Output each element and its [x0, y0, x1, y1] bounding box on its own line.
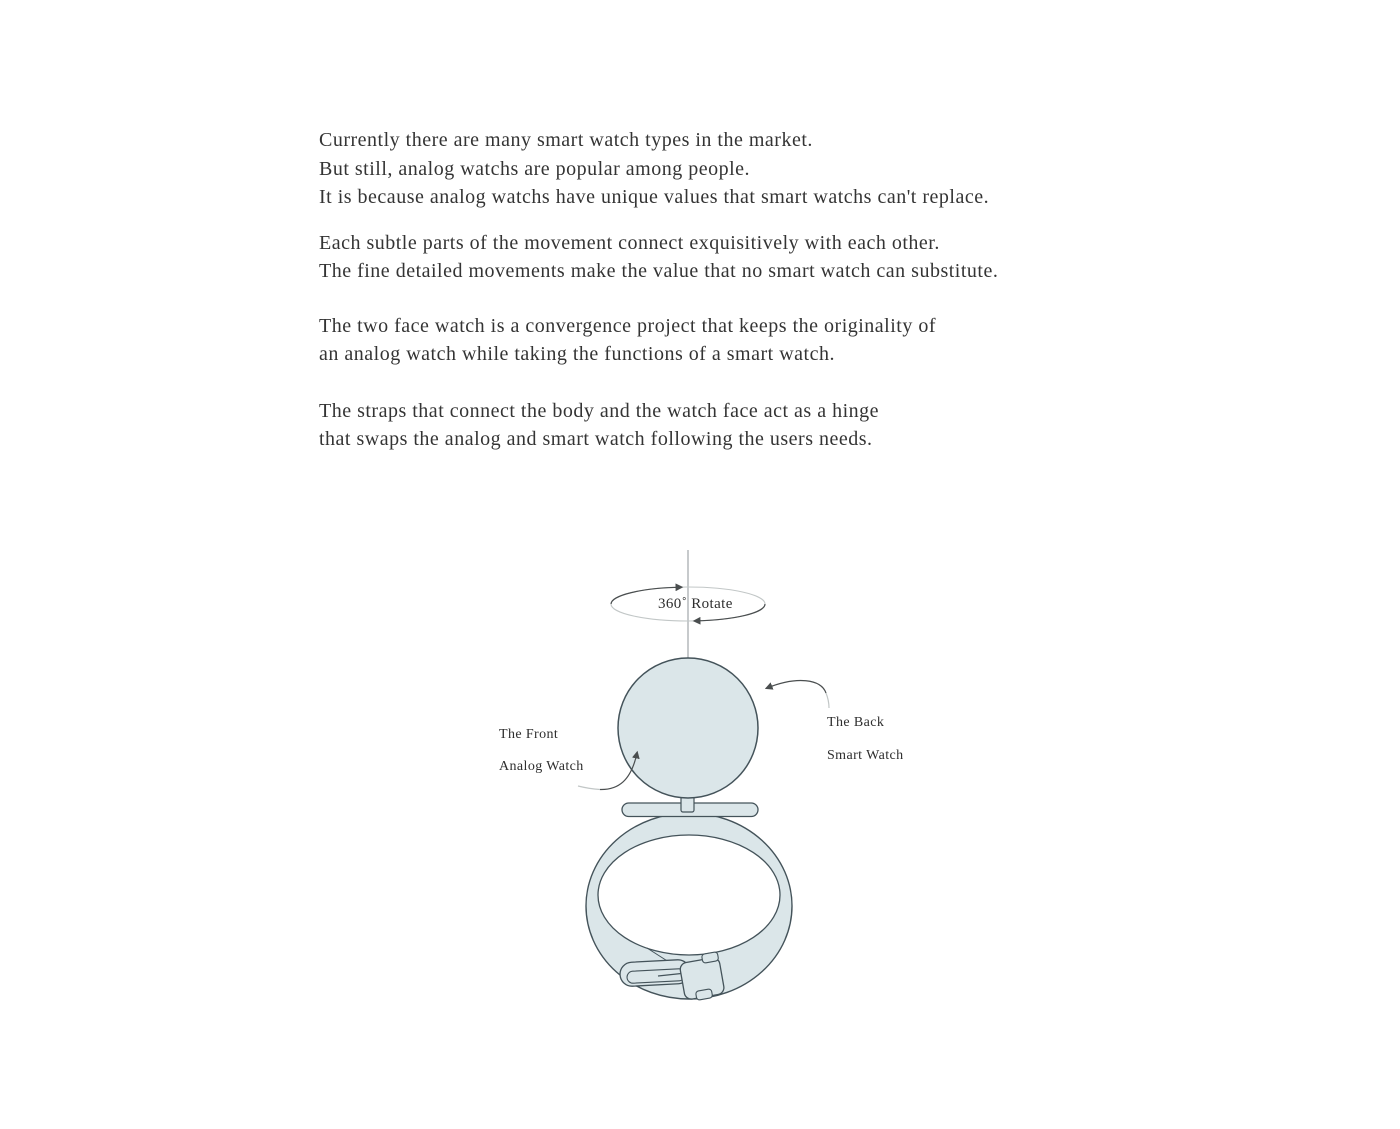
text-line: Each subtle parts of the movement connect exquisitively with each other. [319, 231, 940, 254]
watch-strap-ring-inner [598, 835, 780, 955]
back-arrow [767, 681, 826, 693]
back-arrow-tail [826, 693, 829, 708]
paragraph-movement [319, 229, 998, 286]
strap-end-inner [627, 968, 686, 983]
text-line: The two face watch is a convergence project that keeps the originality of [319, 314, 937, 337]
back-label-title: The Back [827, 715, 885, 730]
text-line: The straps that connect the body and the watch face act as a hinge [319, 399, 880, 422]
paragraph-hinge [319, 397, 998, 454]
rotate-label: 360˚ Rotate [658, 596, 733, 612]
paragraph-convergence [319, 312, 998, 369]
text-line: The fine detailed movements make the value that no smart watch can substitute. [319, 260, 999, 282]
front-arrow-tail [578, 786, 600, 790]
text-line: that swaps the analog and smart watch following the users needs. [319, 428, 873, 450]
text-line: Currently there are many smart watch types in the market. [319, 129, 813, 151]
watch-diagram [450, 540, 950, 1060]
intro-text [319, 126, 998, 454]
text-line: But still, analog watchs are popular among people. [319, 157, 751, 180]
paragraph-market [319, 126, 998, 212]
text-line: It is because analog watchs have unique values that smart watchs can't replace. [319, 186, 990, 208]
watch-face-circle [618, 658, 758, 798]
front-label-title: The Front [499, 727, 559, 742]
front-label-subtitle: Analog Watch [499, 759, 584, 774]
text-line: an analog watch while taking the functions of a smart watch. [319, 343, 835, 365]
back-label-subtitle: Smart Watch [827, 748, 904, 763]
